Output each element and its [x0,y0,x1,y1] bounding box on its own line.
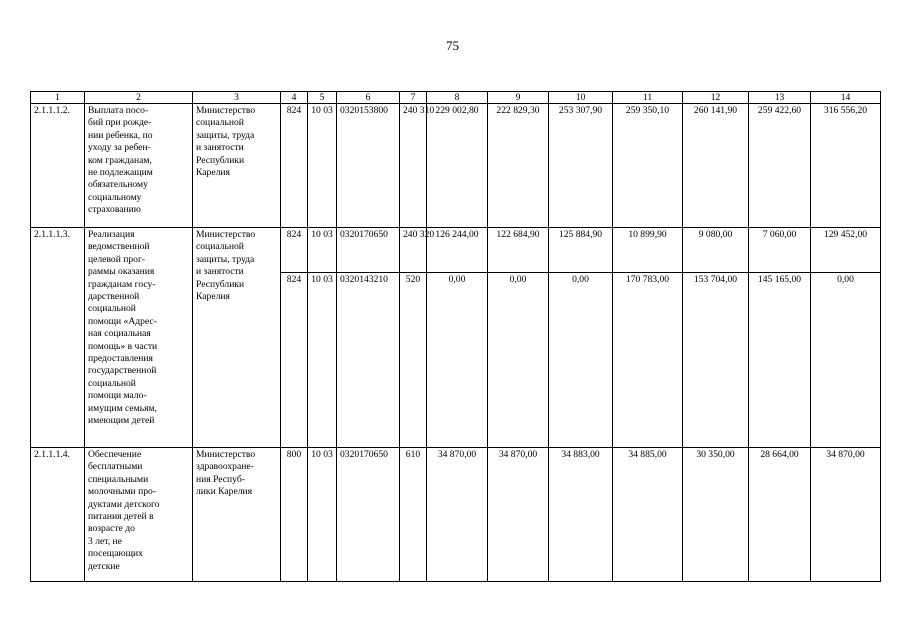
cell-col13: 145 165,00 [749,273,811,448]
table-row [31,228,881,273]
column-header: 10 [549,92,613,104]
cell-col8: 34 870,00 [427,448,488,582]
cell-col10: 34 883,00 [549,448,613,582]
column-header: 11 [613,92,683,104]
cell-col11: 34 885,00 [613,448,683,582]
column-header: 3 [193,92,281,104]
cell-col7: 520 [400,273,427,448]
column-header: 5 [308,92,337,104]
cell-col5: 10 03 [308,273,337,448]
column-header: 4 [281,92,308,104]
cell-col6: 0320143210 [337,273,400,448]
cell-col8: 0,00 [427,273,488,448]
row-id: 2.1.1.1.3. [31,228,85,448]
cell-col10: 0,00 [549,273,613,448]
column-header: 9 [488,92,549,104]
column-header: 14 [811,92,881,104]
cell-col11: 259 350,10 [613,104,683,228]
column-header: 7 [400,92,427,104]
cell-col6: 0320153800 [337,104,400,228]
cell-col14: 129 452,00 [811,228,881,273]
row-id: 2.1.1.1.2. [31,104,85,228]
cell-col7: 240 320 [400,228,427,273]
cell-col14: 34 870,00 [811,448,881,582]
column-header: 2 [85,92,193,104]
column-header: 13 [749,92,811,104]
cell-col4: 824 [281,273,308,448]
cell-col12: 9 080,00 [683,228,749,273]
cell-col9: 34 870,00 [488,448,549,582]
cell-col13: 7 060,00 [749,228,811,273]
cell-col13: 28 664,00 [749,448,811,582]
cell-col9: 222 829,30 [488,104,549,228]
cell-col7: 240 310 [400,104,427,228]
measure-name: Реализация ведомственной целевой прог- раммы оказания гражданам госу- дарственной социальной помощи «Адрес- ная социальная помощь» в части предоставления государственной социальной помощи мало- имущим семьям, имеющим детей [85,228,193,448]
cell-col11: 170 783,00 [613,273,683,448]
cell-col6: 0320170650 [337,448,400,582]
column-header: 12 [683,92,749,104]
cell-col8: 126 244,00 [427,228,488,273]
cell-col7: 610 [400,448,427,582]
cell-col8: 229 002,80 [427,104,488,228]
measure-name: Обеспечение бесплатными специальными молочными про- дуктами детского питания детей в возрасте до 3 лет, не посещающих детские [85,448,193,582]
cell-col10: 125 884,90 [549,228,613,273]
measure-name: Выплата посо- бий при рожде- нии ребенка, по уходу за ребен- ком гражданам, не подлежащим обязательному социальному страхованию [85,104,193,228]
column-header: 1 [31,92,85,104]
table-row [31,448,881,582]
cell-col13: 259 422,60 [749,104,811,228]
header-row [31,92,881,104]
page-number: 75 [446,38,459,53]
table-row [31,104,881,228]
column-header: 6 [337,92,400,104]
cell-col12: 153 704,00 [683,273,749,448]
budget-table [30,91,881,582]
cell-col5: 10 03 [308,228,337,273]
ministry-name: Министерство социальной защиты, труда и занятости Республики Карелия [193,228,281,448]
row-id: 2.1.1.1.4. [31,448,85,582]
cell-col14: 0,00 [811,273,881,448]
cell-col4: 824 [281,228,308,273]
cell-col4: 824 [281,104,308,228]
cell-col6: 0320170650 [337,228,400,273]
cell-col9: 122 684,90 [488,228,549,273]
column-header: 8 [427,92,488,104]
cell-col5: 10 03 [308,448,337,582]
ministry-name: Министерство здравоохране- ния Респуб- лики Карелия [193,448,281,582]
cell-col14: 316 556,20 [811,104,881,228]
ministry-name: Министерство социальной защиты, труда и занятости Республики Карелия [193,104,281,228]
cell-col12: 260 141,90 [683,104,749,228]
cell-col10: 253 307,90 [549,104,613,228]
cell-col9: 0,00 [488,273,549,448]
cell-col11: 10 899,90 [613,228,683,273]
cell-col5: 10 03 [308,104,337,228]
cell-col4: 800 [281,448,308,582]
cell-col12: 30 350,00 [683,448,749,582]
